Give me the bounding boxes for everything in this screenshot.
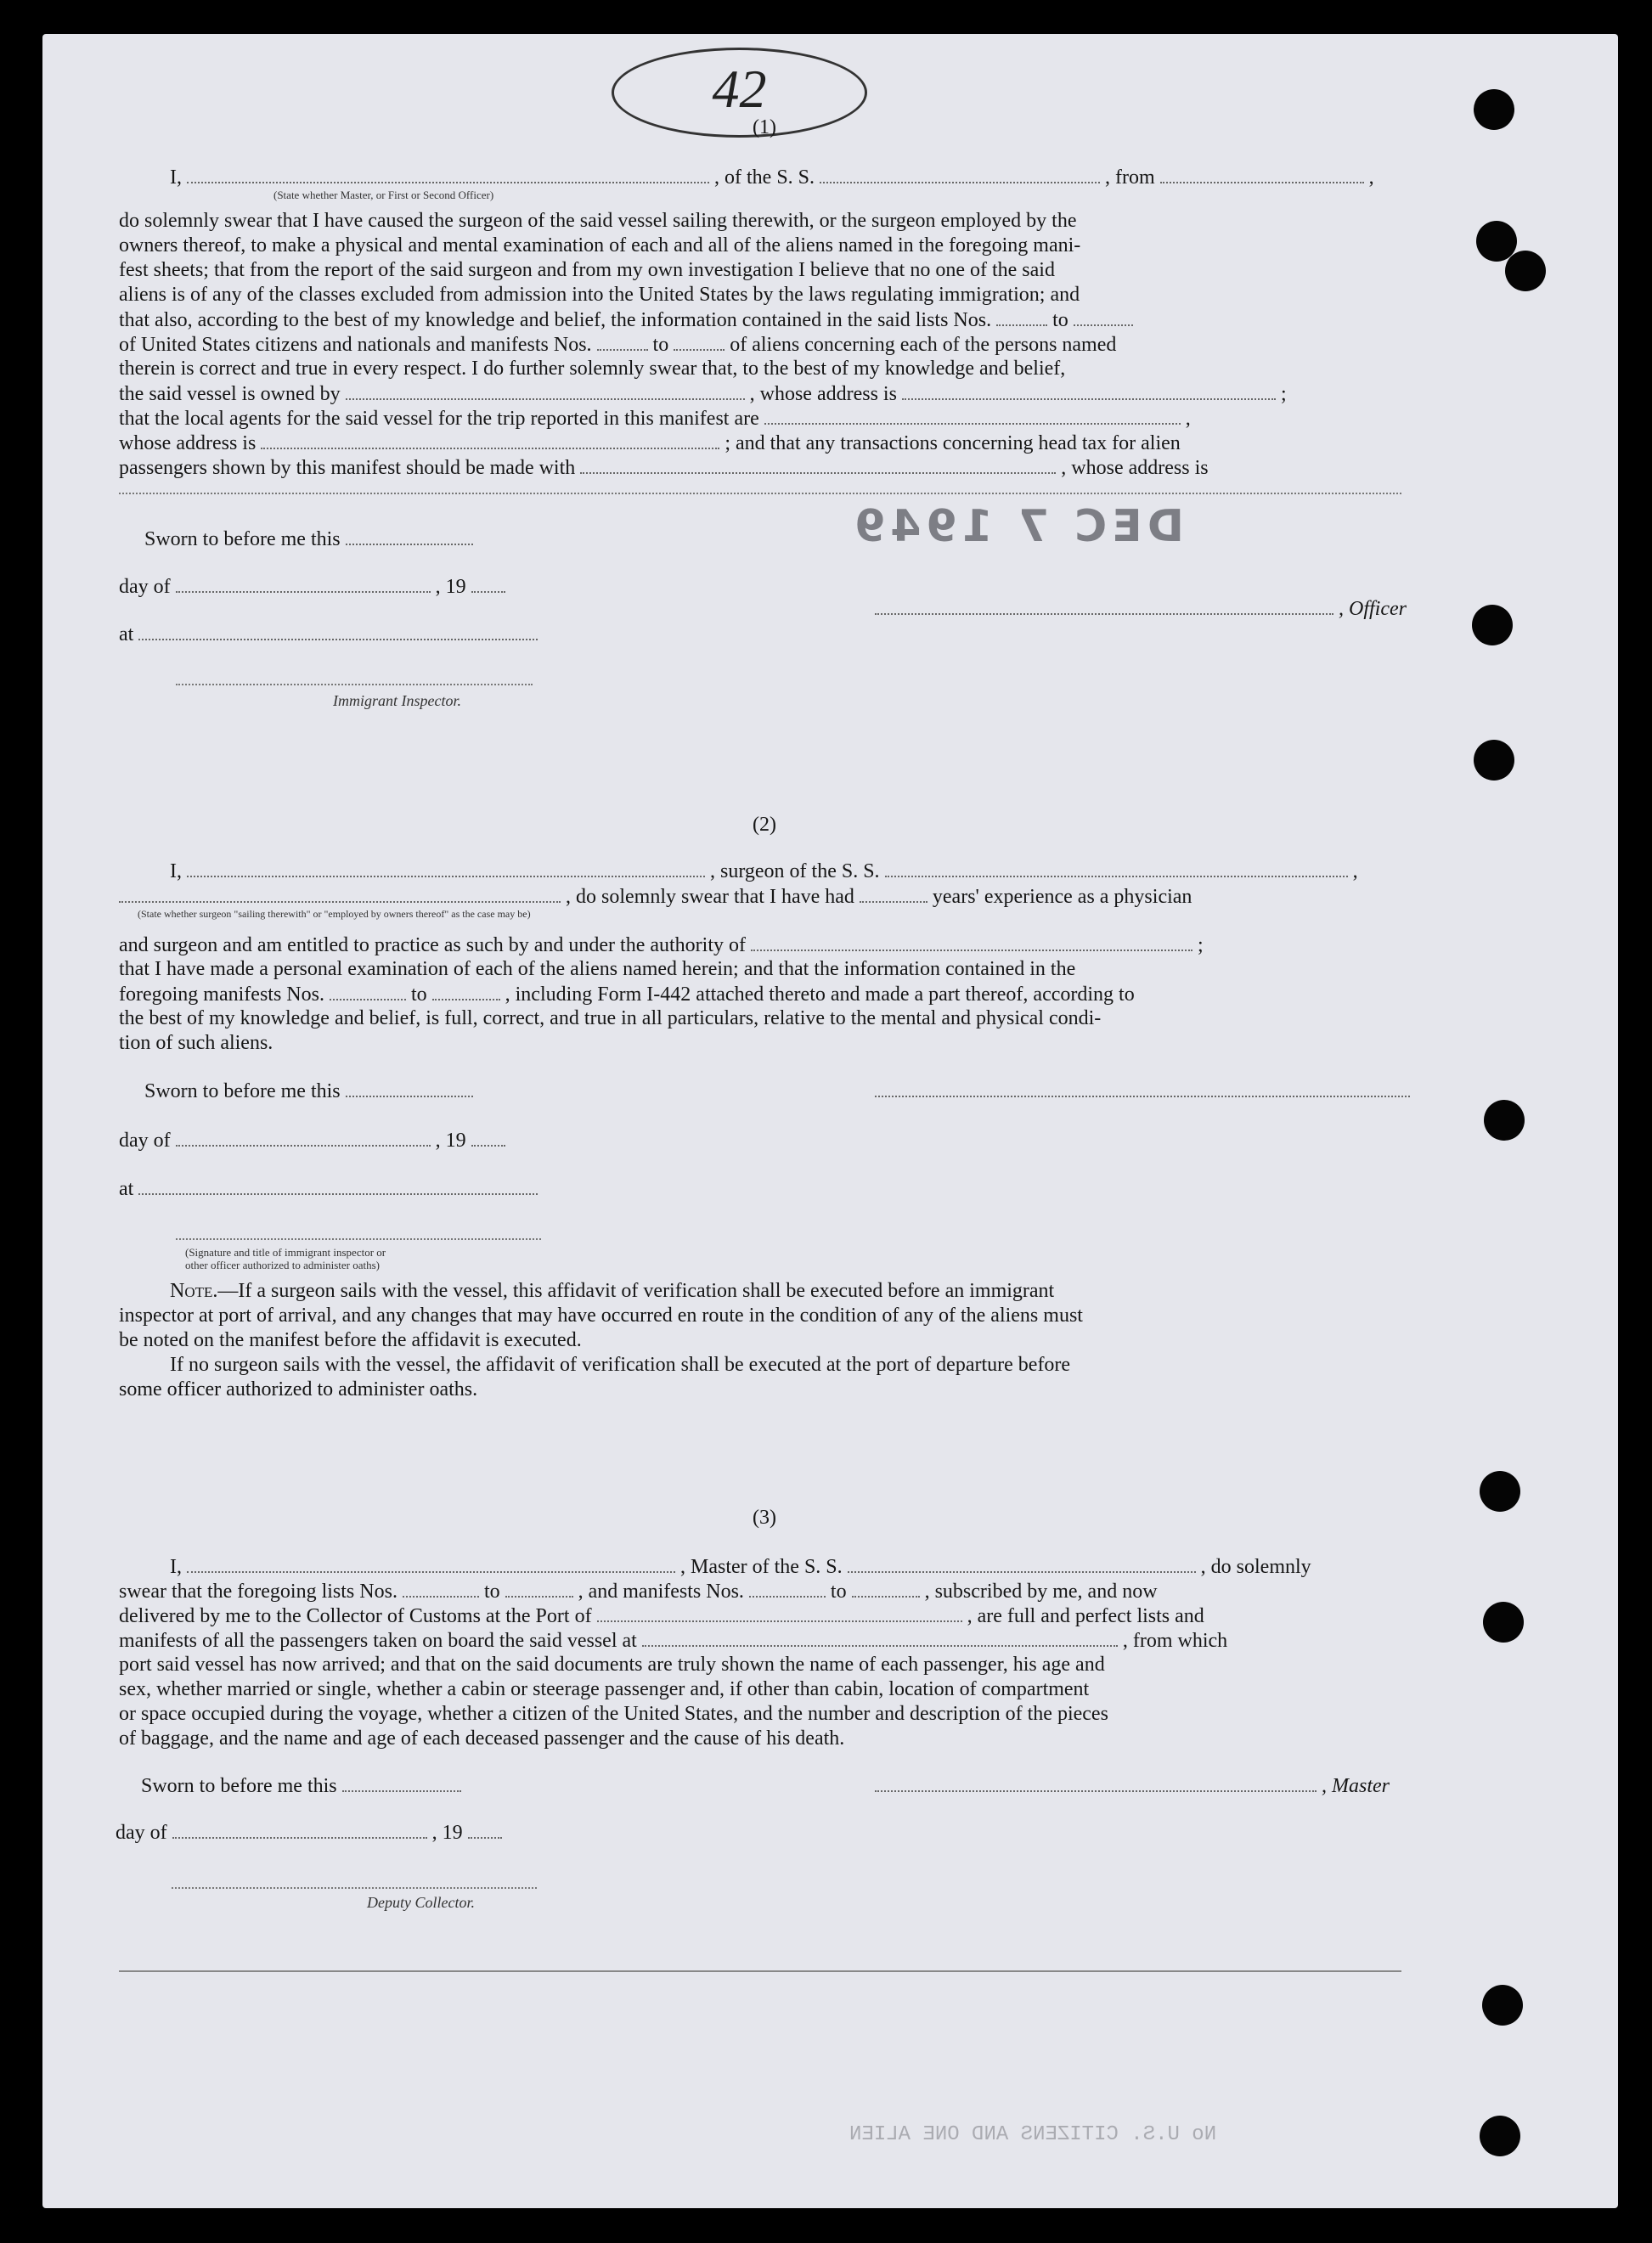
- s2-manifest-to[interactable]: [432, 983, 500, 1000]
- s1-line-11: [119, 432, 1181, 454]
- s1-day-field[interactable]: [176, 576, 431, 593]
- s2-line-4: that I have made a personal examination of each of the aliens named herein; and that the information contained in the: [119, 958, 1076, 980]
- s2-line-3: [119, 934, 1204, 955]
- s1-list-no-to[interactable]: [1074, 309, 1133, 326]
- s3-line-2: [119, 1581, 1158, 1602]
- s2-line-5: [119, 983, 1135, 1005]
- s1-comma2: ,: [1185, 408, 1191, 430]
- section-3-number: (3): [753, 1507, 776, 1529]
- s2-line-7: tion of such aliens.: [119, 1032, 273, 1054]
- s1-line-9: [119, 383, 1287, 404]
- s1-officer-sig-field[interactable]: [875, 598, 1333, 615]
- s1-sworn: [144, 528, 473, 549]
- s2-state-field[interactable]: [119, 886, 561, 903]
- s1-manifest-no-to[interactable]: [674, 334, 725, 351]
- s1-line-1: [170, 166, 1374, 188]
- s1-l7-to: to: [652, 334, 669, 356]
- s3-manifest-to[interactable]: [852, 1581, 920, 1598]
- s3-l2c: , and manifests Nos.: [578, 1581, 744, 1603]
- s2-note-1: [170, 1281, 1054, 1301]
- s1-sworn-field[interactable]: [346, 528, 473, 545]
- s1-agents-address-field[interactable]: [261, 432, 719, 449]
- s2-note-4: If no surgeon sails with the vessel, the affidavit of verification shall be executed at the port of departure before: [170, 1354, 1071, 1376]
- s3-name-field[interactable]: [187, 1556, 675, 1573]
- s1-l6-to: to: [1052, 309, 1068, 331]
- date-stamp: DEC 7 1949: [849, 501, 1184, 552]
- punch-hole: [1482, 1985, 1523, 2026]
- s2-surgeon-of: , surgeon of the S. S.: [710, 860, 880, 882]
- s1-semi: ;: [1280, 383, 1287, 405]
- s3-l2d: to: [830, 1581, 847, 1603]
- s3-port-field[interactable]: [597, 1605, 962, 1622]
- bleed-through-text: No U.S. CITIZENS AND ONE ALIEN: [849, 2123, 1217, 2146]
- s2-sworn: [144, 1080, 473, 1102]
- punch-hole: [1505, 251, 1546, 291]
- s1-whose-address: , whose address is: [749, 383, 897, 405]
- s3-line-7: or space occupied during the voyage, whether a citizen of the United States, and the number and description of the pieces: [119, 1703, 1108, 1725]
- s1-owned-by: the said vessel is owned by: [119, 383, 341, 405]
- s1-day-of: [119, 576, 505, 597]
- punch-hole: [1480, 2116, 1520, 2156]
- s1-officer-field[interactable]: [187, 166, 709, 183]
- s2-at-text: at: [119, 1178, 134, 1200]
- s3-l2b: to: [483, 1581, 500, 1603]
- s1-line-4: fest sheets; that from the report of the said surgeon and from my own investigation I believe that no one of the said: [119, 259, 1055, 281]
- s1-year-field[interactable]: [471, 576, 505, 593]
- s1-owner-address-field[interactable]: [902, 383, 1276, 400]
- section-2-number: (2): [753, 814, 776, 836]
- s3-line-5: port said vessel has now arrived; and that on the said documents are truly shown the name of each passenger, his age and: [119, 1654, 1105, 1676]
- s1-line-7: [119, 334, 1116, 355]
- s1-officer-note: (State whether Master, or First or Second Officer): [273, 189, 494, 201]
- s1-day-of-text: day of: [119, 576, 171, 598]
- s1-inspector-rule: [176, 684, 533, 685]
- s1-at: [119, 623, 538, 645]
- s3-line-8: of baggage, and the name and age of each deceased passenger and the cause of his death.: [119, 1727, 845, 1750]
- s3-master-label: , Master: [1322, 1775, 1390, 1797]
- s1-line-6: [119, 309, 1133, 330]
- s1-i: I,: [170, 166, 182, 189]
- s2-surgeon-sig-field[interactable]: [875, 1080, 1410, 1097]
- s3-sworn: [141, 1775, 461, 1796]
- punch-hole: [1474, 89, 1514, 130]
- punch-hole: [1483, 1602, 1524, 1643]
- s1-manifest-no-from[interactable]: [597, 334, 648, 351]
- s1-sworn-text: Sworn to before me this: [144, 528, 341, 550]
- s2-nineteen: , 19: [435, 1130, 466, 1152]
- s1-line-5: aliens is of any of the classes excluded from admission into the United States by the laws regulating immigration; and: [119, 284, 1080, 306]
- s3-nineteen: , 19: [431, 1822, 463, 1844]
- s2-authority-field[interactable]: [751, 934, 1192, 951]
- s2-sworn-field[interactable]: [346, 1080, 473, 1097]
- s1-comma: ,: [1368, 166, 1374, 189]
- s3-l3b: , are full and perfect lists and: [967, 1605, 1204, 1627]
- s1-line-10: [119, 408, 1191, 429]
- s2-year-field[interactable]: [471, 1130, 505, 1147]
- s2-note-label: Note.: [170, 1280, 218, 1302]
- s1-of-ss: , of the S. S.: [714, 166, 815, 189]
- s3-l2a: swear that the foregoing lists Nos.: [119, 1581, 397, 1603]
- s3-day-of-text: day of: [116, 1822, 167, 1844]
- s1-whose-address-3: , whose address is: [1061, 457, 1209, 479]
- s2-state-note: (State whether surgeon "sailing therewith" or "employed by owners thereof" as the case may be): [138, 908, 531, 920]
- s3-line-3: [119, 1605, 1204, 1626]
- s3-i: I,: [170, 1556, 182, 1578]
- s2-day-of: [119, 1130, 505, 1151]
- punch-hole: [1472, 605, 1513, 645]
- bottom-rule: [119, 1970, 1401, 1972]
- s1-line-8: therein is correct and true in every respect. I do further solemnly swear that, to the best of my knowledge and belief,: [119, 358, 1066, 380]
- s3-l4a: manifests of all the passengers taken on board the said vessel at: [119, 1630, 637, 1652]
- s2-note-5: some officer authorized to administer oaths.: [119, 1378, 478, 1400]
- s2-l5c: , including Form I-442 attached thereto and made a part thereof, according to: [505, 983, 1135, 1006]
- s2-note-1-text: —If a surgeon sails with the vessel, this affidavit of verification shall be executed before an immigrant: [217, 1280, 1055, 1302]
- s1-ship-field[interactable]: [820, 166, 1100, 183]
- s1-owner-field[interactable]: [346, 383, 745, 400]
- s1-at-text: at: [119, 623, 134, 645]
- s2-years-field[interactable]: [860, 886, 927, 903]
- s1-line-12: [119, 457, 1209, 478]
- s2-sig-note-1: (Signature and title of immigrant inspector or: [185, 1246, 386, 1259]
- punch-hole: [1484, 1100, 1525, 1141]
- s3-line-1: [170, 1556, 1311, 1577]
- s3-boarded-at-field[interactable]: [642, 1630, 1118, 1647]
- s2-l5a: foregoing manifests Nos.: [119, 983, 324, 1006]
- s2-ship-field[interactable]: [885, 860, 1348, 877]
- s3-master-sig: [875, 1775, 1390, 1796]
- s1-from-field[interactable]: [1160, 166, 1364, 183]
- s1-inspector-label: Immigrant Inspector.: [333, 692, 461, 709]
- s2-swear: , do solemnly swear that I have had: [566, 886, 854, 908]
- s3-line-6: sex, whether married or single, whether a cabin or steerage passenger and, if other than cabin, location of compartment: [119, 1678, 1090, 1700]
- s3-do-solemnly: , do solemnly: [1200, 1556, 1311, 1578]
- s2-sworn-text: Sworn to before me this: [144, 1080, 341, 1102]
- handwritten-page-number: 42: [612, 48, 867, 138]
- s3-collector-rule: [172, 1887, 537, 1889]
- s3-day-of: [116, 1822, 502, 1843]
- s2-sig: [875, 1080, 1410, 1102]
- s2-manifest-from[interactable]: [330, 983, 406, 1000]
- s1-from: , from: [1105, 166, 1155, 189]
- s2-surgeon-name-field[interactable]: [187, 860, 705, 877]
- s1-head-tax-field[interactable]: [580, 457, 1056, 474]
- s2-day-of-text: day of: [119, 1130, 171, 1152]
- s3-day-field[interactable]: [172, 1822, 427, 1839]
- s2-i: I,: [170, 860, 182, 882]
- s2-line-2: [119, 886, 1192, 907]
- s2-day-field[interactable]: [176, 1130, 431, 1147]
- s2-note-3: be noted on the manifest before the affidavit is executed.: [119, 1329, 582, 1351]
- s2-l5b: to: [410, 983, 427, 1006]
- s2-sig-note-2: other officer authorized to administer oaths): [185, 1259, 380, 1271]
- s1-officer-label: , Officer: [1339, 598, 1407, 620]
- s1-address-rule: [119, 493, 1401, 494]
- s3-sworn-text: Sworn to before me this: [141, 1775, 337, 1797]
- s1-agents-field[interactable]: [764, 408, 1181, 425]
- s3-l2e: , subscribed by me, and now: [924, 1581, 1158, 1603]
- s2-years: years' experience as a physician: [932, 886, 1192, 908]
- s2-l3-text: and surgeon and am entitled to practice as such by and under the authority of: [119, 934, 746, 956]
- punch-hole: [1480, 1471, 1520, 1512]
- s1-head-tax: ; and that any transactions concerning head tax for alien: [725, 432, 1181, 454]
- s1-nineteen: , 19: [435, 576, 466, 598]
- s1-local-agents: that the local agents for the said vessel for the trip reported in this manifest are: [119, 408, 759, 430]
- s1-l7-text: of United States citizens and nationals and manifests Nos.: [119, 334, 592, 356]
- s2-at-field[interactable]: [138, 1178, 538, 1195]
- s2-inspector-rule: [176, 1238, 541, 1240]
- s1-passengers: passengers shown by this manifest should be made with: [119, 457, 576, 479]
- s1-line-2: do solemnly swear that I have caused the surgeon of the said vessel sailing therewith, or the surgeon employed by the: [119, 210, 1077, 232]
- s3-master-of: , Master of the S. S.: [680, 1556, 843, 1578]
- s3-ship-field[interactable]: [848, 1556, 1196, 1573]
- section-1-number: (1): [753, 116, 776, 138]
- s1-list-no-from[interactable]: [996, 309, 1047, 326]
- s3-lists-from[interactable]: [403, 1581, 479, 1598]
- s2-note-2: inspector at port of arrival, and any changes that may have occurred en route in the condition of any of the aliens must: [119, 1305, 1083, 1327]
- s1-l7-end: of aliens concerning each of the persons named: [730, 334, 1117, 356]
- s3-line-4: [119, 1630, 1227, 1651]
- s1-officer-sig: [875, 598, 1407, 619]
- s2-at: [119, 1178, 538, 1199]
- s3-sworn-field[interactable]: [342, 1775, 461, 1792]
- s2-line-1: [170, 860, 1358, 882]
- s3-deputy-label: Deputy Collector.: [367, 1894, 475, 1911]
- s3-manifest-from[interactable]: [749, 1581, 826, 1598]
- punch-hole: [1474, 740, 1514, 781]
- s1-at-field[interactable]: [138, 623, 538, 640]
- s1-line-3: owners thereof, to make a physical and mental examination of each and all of the aliens named in the foregoing mani-: [119, 234, 1081, 256]
- s3-master-sig-field[interactable]: [875, 1775, 1317, 1792]
- s3-lists-to[interactable]: [505, 1581, 573, 1598]
- s2-line-6: the best of my knowledge and belief, is full, correct, and true in all particulars, relative to the mental and physical condi-: [119, 1007, 1102, 1029]
- s3-l3a: delivered by me to the Collector of Customs at the Port of: [119, 1605, 592, 1627]
- s1-whose-address-2: whose address is: [119, 432, 257, 454]
- s1-l6-text: that also, according to the best of my knowledge and belief, the information contained in the said lists Nos.: [119, 309, 992, 331]
- s3-year-field[interactable]: [468, 1822, 502, 1839]
- s3-l4b: , from which: [1122, 1630, 1228, 1652]
- s2-semi: ;: [1198, 934, 1204, 956]
- s2-comma: ,: [1352, 860, 1358, 882]
